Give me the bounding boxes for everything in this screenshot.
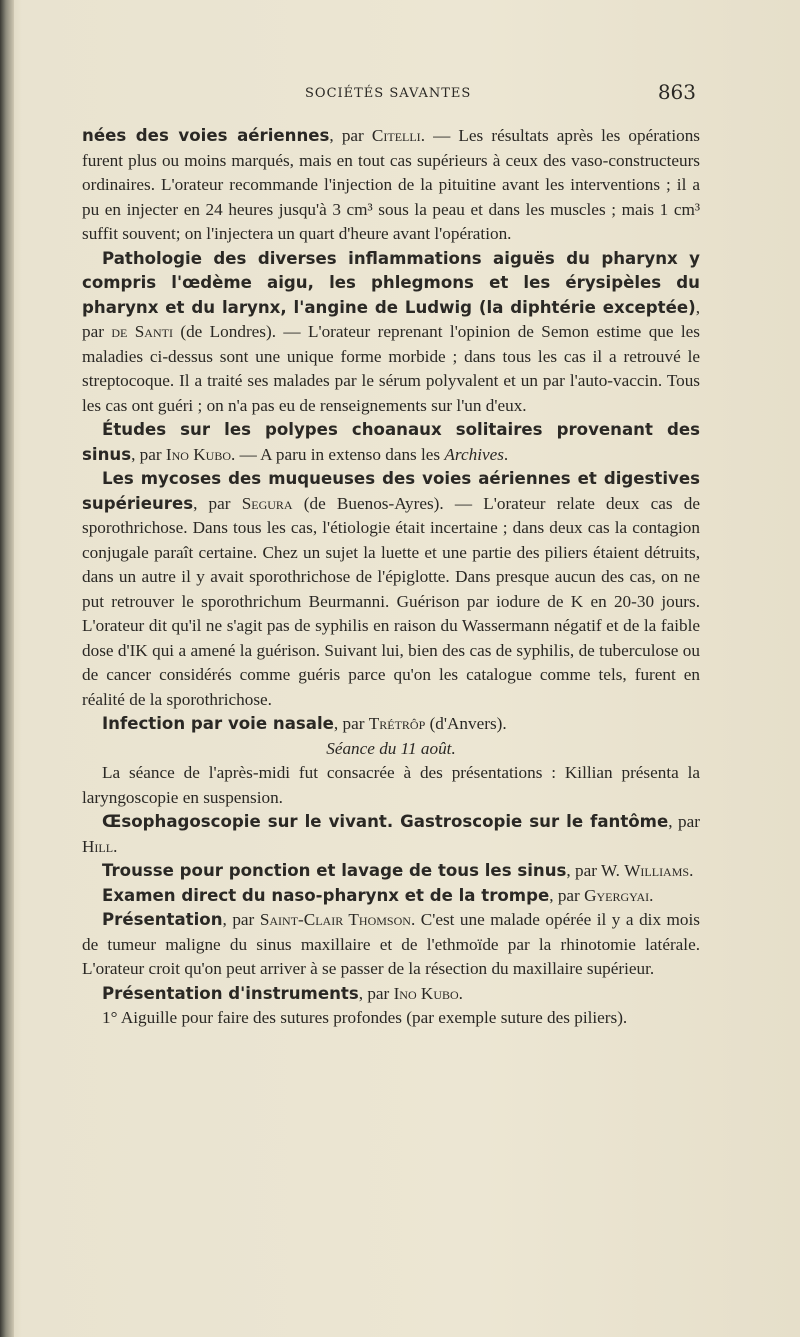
author-name: Segura (241, 493, 293, 513)
paragraph-aiguille: 1° Aiguille pour faire des sutures profondes (par exemple suture des piliers). (102, 1008, 628, 1027)
paper-title: Études sur les polypes choanaux solitaires provenant des sinus (82, 420, 700, 464)
author-name: Gyergyai (584, 885, 650, 905)
article-text (82, 124, 700, 1031)
author-name: Ino Kubo (393, 983, 459, 1003)
author-name: Saint-Clair Thomson (259, 910, 411, 929)
paragraph-gyergyai: Examen direct du naso-pharynx et de la trompe, par Gyergyai. (102, 885, 654, 905)
paper-title: Trousse pour ponction et lavage de tous les sinus (102, 861, 567, 880)
paragraph-instruments: Présentation d'instruments, par Ino Kubo. (102, 983, 463, 1003)
book-spine-shadow (0, 0, 14, 1337)
author-name: de Santi (111, 322, 173, 341)
page-header (80, 80, 700, 112)
session-heading: Séance du 11 août. (326, 738, 456, 758)
author-name: Ino Kubo (165, 444, 232, 464)
author-name: Citelli (371, 126, 421, 145)
paragraph-segura: Les mycoses des muqueuses des voies aériennes et digestives supérieures, par Segura (de Buenos-Ayres). — L'orateur relate deux cas de sporothrichose. Dans tous les cas, l'étiologie était incertaine ; dans deux cas la contagion conjugale paraît certaine. Chez un sujet la luette et une partie des piliers étaient détruits, dans un autre il y avait sporothrichose de l'épiglotte. Dans presque aucun des cas, on ne put retrouver le sporothrichum Beurmanni. Guérison par iodure de K en 20-30 jours. L'orateur dit qu'il ne s'agit pas de syphilis en raison du Wassermann négatif et de la faible dose d'IK qui a amené la guérison. Suivant lui, bien des cas de syphilis, de tuberculose ou de cancer considérés comme guéris parce qu'on les catalogue comme tels, furent en réalité de la sporothrichose. (82, 469, 700, 709)
author-name: Hill (82, 836, 114, 856)
paragraph-williams: Trousse pour ponction et lavage de tous les sinus, par W. Williams. (102, 861, 694, 880)
paper-title: Les mycoses des muqueuses des voies aériennes et digestives supérieures (82, 469, 700, 513)
author-name: Williams (624, 861, 690, 880)
author-name: Trétrôp (368, 714, 426, 733)
paper-title: nées des voies aériennes (82, 126, 330, 145)
paragraph-hill: Œsophagoscopie sur le vivant. Gastroscopie sur le fantôme, par Hill. (82, 812, 700, 856)
paper-title: Présentation d'instruments (102, 983, 359, 1003)
paragraph-tretrop: Infection par voie nasale, par Trétrôp (d'Anvers). (102, 714, 507, 733)
paragraph-de-santi: Pathologie des diverses inflammations aiguës du pharynx y compris l'œdème aigu, les phlegmons et les érysipèles du pharynx et du larynx, l'angine de Ludwig (la diphtérie exceptée), par de Santi (de Londres). — L'orateur reprenant l'opinion de Semon estime que les maladies ci-dessus sont une unique forme morbide ; dans tous les cas il a retrouvé le streptocoque. Il a traité ses malades par le sérum polyvalent et un par l'auto-vaccin. Tous les cas ont guéri ; on n'a pas eu de renseignements sur l'un d'eux. (82, 248, 700, 415)
page-number: 863 (657, 80, 696, 104)
paper-title: Œsophagoscopie sur le vivant. Gastroscopie sur le fantôme (102, 812, 669, 831)
paper-title: Examen direct du naso-pharynx et de la trompe (102, 885, 550, 905)
paragraph-citelli: nées des voies aériennes, par Citelli. — Les résultats après les opérations furent plus ou moins marqués, mais en tout cas supérieurs à ceux des vaso-constructeurs ordinaires. L'orateur recommande l'injection de la pituitine avant les interventions ; il a pu en injecter en 24 heures jusqu'à 3 cm³ sous la peau et dans les muscles ; mais 1 cm³ suffit souvent; on l'injectera un quart d'heure avant l'opération. (82, 126, 700, 243)
paper-title: Infection par voie nasale (102, 714, 334, 733)
paragraph-ino-kubo: Études sur les polypes choanaux solitaires provenant des sinus, par Ino Kubo. — A paru in extenso dans les Archives. (82, 420, 700, 464)
paper-title: Présentation (102, 910, 223, 929)
paragraph-thomson: Présentation, par Saint-Clair Thomson. C'est une malade opérée il y a dix mois de tumeur maligne du sinus maxillaire et de l'ethmoïde par la rhinotomie latérale. L'orateur croit qu'on peut arriver à se passer de la résection du maxillaire supérieur. (82, 910, 700, 978)
journal-name: Archives (444, 444, 504, 464)
paragraph-afternoon: La séance de l'après-midi fut consacrée à des présentations : Killian présenta la laryngoscopie en suspension. (82, 763, 700, 807)
paper-title: Pathologie des diverses inflammations aiguës du pharynx y compris l'œdème aigu, les phlegmons et les érysipèles du pharynx et du larynx, l'angine de Ludwig (la diphtérie exceptée) (82, 248, 700, 317)
running-head: SOCIÉTÉS SAVANTES (305, 86, 472, 101)
